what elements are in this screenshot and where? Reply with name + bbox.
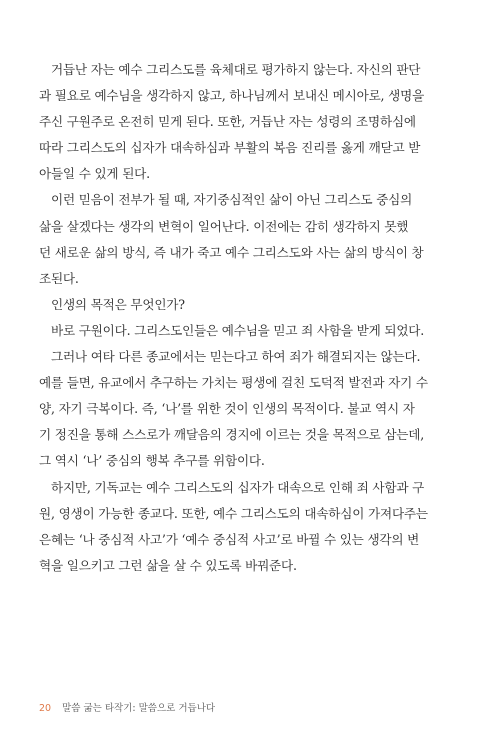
body-text bbox=[39, 57, 461, 579]
running-title: 말씀 굶는 타작기: 말씀으로 거듭나다 bbox=[62, 703, 216, 714]
text-line: 거듭난 자는 예수 그리스도를 육체대로 평가하지 않는다. 자신의 판단 bbox=[51, 62, 421, 77]
paragraph bbox=[39, 344, 461, 474]
paragraph bbox=[39, 292, 461, 318]
text-line: 인생의 목적은 무엇인가? bbox=[51, 296, 185, 312]
text-line: 원, 영생이 가능한 종교다. 또한, 예수 그리스도의 대속하심이 가져다주는 bbox=[39, 505, 428, 521]
text-line: 그 역시 ‘나’ 중심의 행복 추구를 위함이다. bbox=[39, 453, 265, 469]
page-number: 20 bbox=[39, 703, 52, 714]
text-line: 하지만, 기독교는 예수 그리스도의 십자가 대속으로 인해 죄 사함과 구 bbox=[51, 479, 425, 495]
text-line: 바로 구원이다. 그리스도인들은 예수님을 믿고 죄 사함을 받게 되었다. bbox=[51, 322, 425, 338]
text-line: 이런 믿음이 전부가 될 때, 자기중심적인 삶이 아닌 그리스도 중심의 bbox=[51, 192, 413, 208]
text-line: 양, 자기 극복이다. 즉, ‘나’를 위한 것이 인생의 목적이다. 불교 역시 자 bbox=[39, 401, 415, 417]
text-line: 주신 구원주로 온전히 믿게 된다. 또한, 거듭난 자는 성령의 조명하심에 bbox=[39, 114, 416, 130]
paragraph bbox=[39, 57, 461, 187]
text-line: 혁을 일으키고 그런 삶을 살 수 있도록 바꿔준다. bbox=[39, 557, 297, 573]
text-line: 그러나 여타 다른 종교에서는 믿는다고 하여 죄가 해결되지는 않는다. bbox=[51, 349, 421, 365]
paragraph bbox=[39, 318, 461, 344]
text-line: 조된다. bbox=[39, 270, 79, 286]
paragraph bbox=[39, 187, 461, 291]
text-line: 과 필요로 예수님을 생각하지 않고, 하나님께서 보내신 메시아로, 생명을 bbox=[39, 88, 425, 104]
text-line: 따라 그리스도의 십자가 대속하심과 부활의 복음 진리를 옳게 깨닫고 받 bbox=[39, 140, 421, 156]
text-line: 예를 들면, 유교에서 추구하는 가치는 평생에 걸친 도덕적 발전과 자기 수 bbox=[39, 375, 428, 391]
text-line: 기 정진을 통해 스스로가 깨달음의 경지에 이르는 것을 목적으로 삼는데, bbox=[39, 427, 425, 443]
paragraph bbox=[39, 475, 461, 579]
text-line: 던 새로운 삶의 방식, 즉 내가 죽고 예수 그리스도와 사는 삶의 방식이 창 bbox=[39, 244, 424, 260]
page-footer bbox=[39, 700, 215, 714]
text-line: 삶을 살겠다는 생각의 변혁이 일어난다. 이전에는 감히 생각하지 못했 bbox=[39, 218, 409, 234]
text-line: 은혜는 ‘나 중심적 사고’가 ‘예수 중심적 사고’로 바뀔 수 있는 생각의 변 bbox=[39, 531, 420, 547]
text-line: 아들일 수 있게 된다. bbox=[39, 166, 150, 182]
